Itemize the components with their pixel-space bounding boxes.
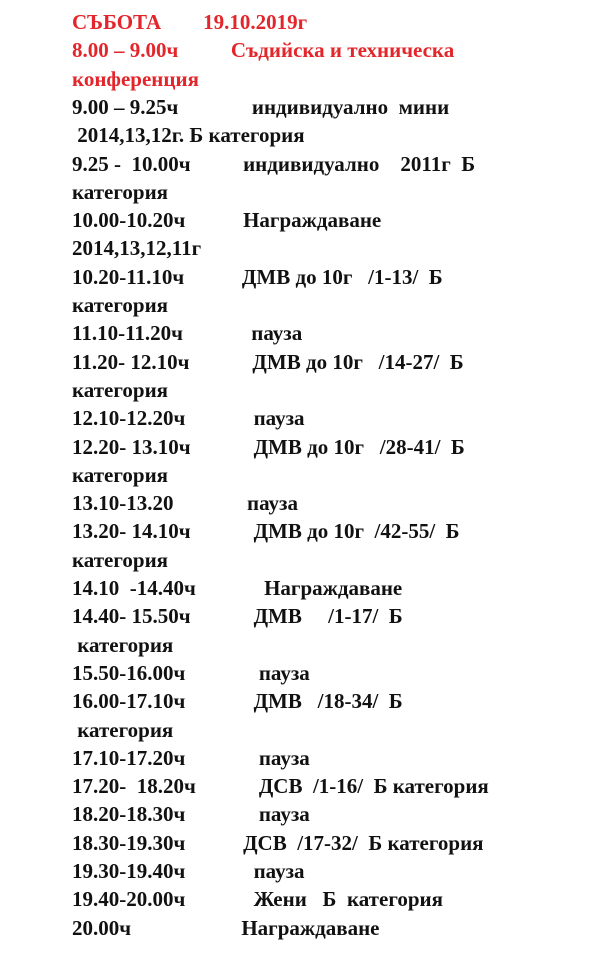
schedule-line: 10.20-11.10ч ДМВ до 10г /1-13/ Б xyxy=(72,264,443,289)
schedule-line: 19.30-19.40ч пауза xyxy=(72,859,305,883)
schedule-line: 16.00-17.10ч ДМВ /18-34/ Б xyxy=(72,689,403,714)
schedule-line: 9.25 - 10.00ч индивидуално 2011г Б xyxy=(72,151,476,176)
schedule-line: категория xyxy=(72,717,174,742)
schedule-line: конференция xyxy=(72,66,199,91)
schedule-line: 2014,13,12,11г xyxy=(72,236,202,261)
schedule-line: 12.10-12.20ч пауза xyxy=(72,406,305,431)
schedule-line: категория xyxy=(72,462,169,487)
schedule-line: категория xyxy=(72,179,169,204)
schedule-line: 18.20-18.30ч пауза xyxy=(72,802,310,827)
schedule-line: 10.00-10.20ч Награждаване xyxy=(72,208,382,233)
schedule-line: 20.00ч Награждаване xyxy=(72,915,380,940)
schedule-line: категория xyxy=(72,547,169,572)
schedule-line: 2014,13,12г. Б категория xyxy=(72,123,305,148)
schedule-line: 14.40- 15.50ч ДМВ /1-17/ Б xyxy=(72,604,403,629)
schedule-heading: СЪБОТА 19.10.2019г xyxy=(72,10,308,34)
schedule-line: 11.10-11.20ч пауза xyxy=(72,321,303,346)
schedule-line: 13.10-13.20 пауза xyxy=(72,491,298,516)
schedule-line: 12.20- 13.10ч ДМВ до 10г /28-41/ Б xyxy=(72,434,465,459)
schedule-line: 17.20- 18.20ч ДСВ /1-16/ Б категория xyxy=(72,774,489,799)
schedule-line: 18.30-19.30ч ДСВ /17-32/ Б категория xyxy=(72,830,484,855)
schedule-line: категория xyxy=(72,293,169,317)
schedule-line: 17.10-17.20ч пауза xyxy=(72,745,310,770)
schedule-line: 8.00 – 9.00ч Съдийска и техническа xyxy=(72,38,455,63)
schedule-line: категория xyxy=(72,632,174,657)
schedule-line: 13.20- 14.10ч ДМВ до 10г /42-55/ Б xyxy=(72,519,460,544)
schedule-line: категория xyxy=(72,377,169,402)
schedule-line: 11.20- 12.10ч ДМВ до 10г /14-27/ Б xyxy=(72,349,464,374)
schedule-line: 9.00 – 9.25ч индивидуално мини xyxy=(72,94,450,119)
schedule-line: 19.40-20.00ч Жени Б категория xyxy=(72,887,443,912)
schedule-line: 14.10 -14.40ч Награждаване xyxy=(72,576,403,600)
schedule-line: 15.50-16.00ч пауза xyxy=(72,660,310,685)
